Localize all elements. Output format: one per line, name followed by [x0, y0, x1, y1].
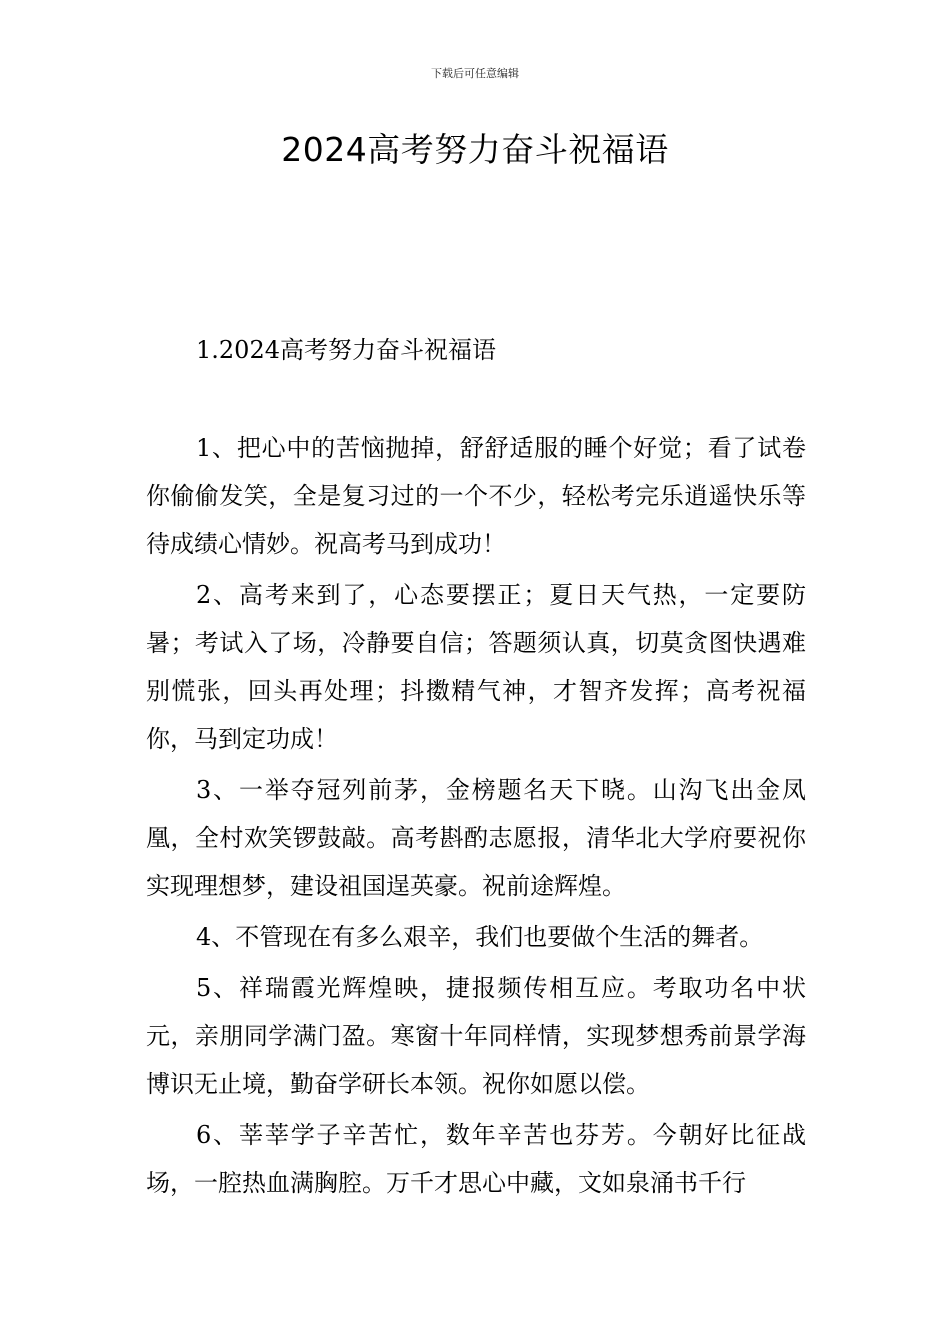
- paragraph-1: 1、把心中的苦恼抛掉，舒舒适服的睡个好觉；看了试卷你偷偷发笑，全是复习过的一个不少，轻松考完乐逍遥快乐等待成绩心情妙。祝高考马到成功！: [146, 434, 806, 558]
- paragraph-6: 6、莘莘学子辛苦忙，数年辛苦也芬芳。今朝好比征战场，一腔热血满胸腔。万千才思心中藏，文如泉涌书千行: [146, 1121, 806, 1197]
- document-body: [146, 424, 806, 1210]
- section-heading: 1.2024高考努力奋斗祝福语: [196, 336, 496, 364]
- document-title: 2024高考努力奋斗祝福语: [281, 130, 669, 169]
- paragraph-4: 4、不管现在有多么艰辛，我们也要做个生活的舞者。: [196, 923, 764, 951]
- paragraph-2: 2、高考来到了，心态要摆正；夏日天气热，一定要防暑；考试入了场，冷静要自信；答题须认真，切莫贪图快遇难别慌张，回头再处理；抖擞精气神，才智齐发挥；高考祝福你，马到定功成！: [146, 581, 806, 753]
- paragraph-3: 3、一举夺冠列前茅，金榜题名天下晓。山沟飞出金凤凰，全村欢笑锣鼓敲。高考斟酌志愿报，清华北大学府要祝你实现理想梦，建设祖国逞英豪。祝前途辉煌。: [146, 776, 806, 900]
- header-note: 下载后可任意编辑: [431, 67, 519, 80]
- paragraph-5: 5、祥瑞霞光辉煌映，捷报频传相互应。考取功名中状元，亲朋同学满门盈。寒窗十年同样情，实现梦想秀前景学海博识无止境，勤奋学研长本领。祝你如愿以偿。: [146, 974, 806, 1098]
